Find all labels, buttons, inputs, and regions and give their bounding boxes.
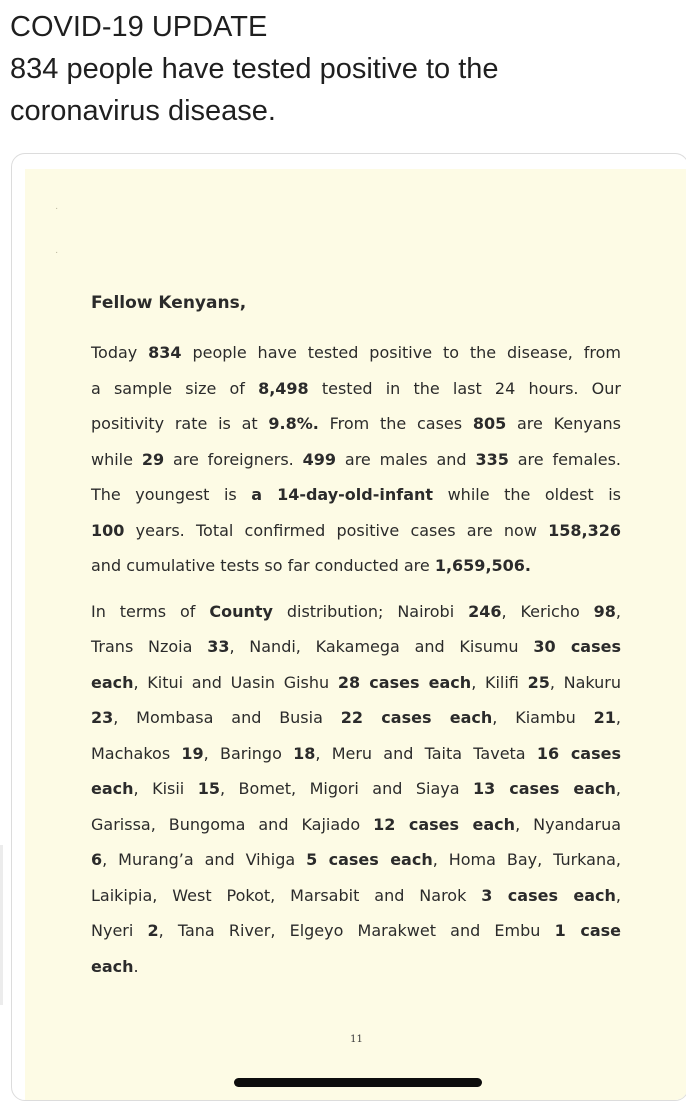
bold-figure: 22 cases each	[340, 708, 493, 727]
bold-figure: a 14-day-old-infant	[251, 485, 434, 504]
text-run: while	[91, 449, 142, 469]
text-run: , Kiambu	[492, 708, 594, 727]
bold-figure: 19	[181, 743, 204, 763]
bold-figure: each	[91, 672, 134, 692]
post-line-2: 834 people have tested positive to the	[10, 53, 499, 85]
text-run: and cumulative tests so far conducted are	[91, 556, 435, 575]
text-run: Today	[91, 343, 149, 362]
home-indicator[interactable]	[234, 1078, 482, 1087]
bold-figure: 15	[197, 779, 220, 798]
text-run: a sample size of	[91, 378, 259, 398]
post-title: COVID-19 UPDATE	[10, 11, 268, 43]
text-run: , Mombasa and Busia	[113, 708, 341, 727]
text-line	[91, 949, 621, 985]
text-run: .	[133, 956, 139, 976]
text-run: , Homa Bay, Turkana,	[432, 850, 621, 869]
attached-image-card[interactable]	[11, 153, 686, 1101]
text-run: , Murang’a and Vihiga	[102, 850, 307, 869]
post-text	[10, 6, 670, 132]
bold-figure: 8,498	[258, 378, 309, 398]
text-line	[91, 842, 621, 878]
bold-figure: 5 cases each	[306, 850, 433, 869]
text-run: Garissa, Bungoma and Kajiado	[91, 814, 374, 834]
post-line-3: coronavirus disease.	[10, 95, 276, 127]
text-run: , Kilifi	[471, 672, 528, 692]
text-line	[91, 629, 621, 665]
bold-figure: each	[91, 956, 134, 976]
paragraph-county-distribution	[91, 594, 621, 985]
text-run: , Kericho	[501, 601, 594, 621]
text-run: , Meru and Taita Taveta	[315, 743, 537, 763]
text-run: Laikipia, West Pokot, Marsabit and Narok	[91, 885, 482, 905]
text-line	[91, 406, 621, 442]
text-run: , Baringo	[203, 743, 294, 763]
text-run: Nyeri	[91, 921, 148, 940]
greeting: Fellow Kenyans,	[91, 293, 247, 313]
text-run: From the cases	[318, 414, 473, 433]
bold-figure: 21	[593, 708, 616, 727]
text-line	[91, 477, 621, 513]
text-run: ,	[615, 779, 621, 798]
bold-figure: 834	[148, 343, 182, 362]
text-line	[91, 665, 621, 701]
text-run: ,	[615, 708, 622, 727]
bold-figure: 246	[468, 601, 502, 621]
bold-figure: 23	[91, 708, 114, 727]
bold-figure: 12 cases each	[373, 814, 516, 834]
paragraph-cases-summary	[91, 335, 621, 584]
bold-figure: 158,326	[548, 520, 621, 540]
adjacent-card-edge	[0, 845, 3, 1005]
bold-figure: 1 case	[554, 921, 622, 940]
text-run: In terms of	[91, 601, 210, 621]
page-number: 11	[350, 1034, 363, 1045]
text-line	[91, 878, 621, 914]
bold-figure: 33	[207, 637, 230, 656]
text-line	[91, 771, 621, 807]
text-run: ,	[615, 601, 622, 621]
text-run: , Nandi, Kakamega and Kisumu	[229, 637, 534, 656]
text-run: are males and	[336, 449, 476, 469]
bold-figure: 30 cases	[533, 637, 622, 656]
text-run: Trans Nzoia	[91, 637, 208, 656]
text-line	[91, 700, 621, 736]
text-run: Machakos	[91, 743, 182, 763]
bold-figure: 1,659,506.	[434, 556, 531, 575]
text-run: years. Total confirmed positive cases are now	[124, 520, 549, 540]
text-line	[91, 371, 621, 407]
bold-figure: 13 cases each	[473, 779, 616, 798]
bold-figure: 335	[475, 449, 509, 469]
text-run: while the oldest is	[433, 485, 622, 504]
bold-figure: 28 cases each	[337, 672, 472, 692]
text-line	[91, 913, 621, 949]
text-run: positivity rate is at	[91, 414, 269, 433]
bold-figure: 6	[91, 850, 103, 869]
text-run: , Kisii	[133, 779, 198, 798]
bold-figure: 100	[91, 520, 125, 540]
bold-figure: 2	[147, 921, 159, 940]
press-statement-page	[25, 169, 686, 1100]
text-run: are foreigners.	[164, 449, 303, 469]
bold-figure: 499	[302, 449, 337, 469]
bold-figure: 29	[141, 449, 165, 469]
text-line	[91, 736, 621, 772]
bold-figure: each	[91, 779, 134, 798]
text-run: ,	[615, 885, 621, 905]
bold-figure: 9.8%.	[268, 414, 319, 433]
text-run: , Kitui and Uasin Gishu	[133, 672, 338, 692]
text-run: tested in the last 24 hours. Our	[308, 378, 621, 398]
text-line	[91, 807, 621, 843]
text-run: , Tana River, Elgeyo Marakwet and Embu	[158, 921, 555, 940]
bold-figure: 16 cases	[536, 743, 621, 763]
text-run: are Kenyans	[506, 414, 621, 433]
text-line	[91, 548, 621, 584]
bold-figure: County	[209, 601, 273, 621]
text-run: , Nyandarua	[515, 814, 622, 834]
bold-figure: 18	[293, 743, 316, 763]
bold-figure: 98	[593, 601, 616, 621]
bold-figure: 25	[527, 672, 550, 692]
text-run: distribution; Nairobi	[272, 601, 469, 621]
text-run: , Nakuru	[549, 672, 622, 692]
text-run: , Bomet, Migori and Siaya	[220, 779, 474, 798]
bold-figure: 3 cases each	[481, 885, 616, 905]
text-line	[91, 442, 621, 478]
text-run: are females.	[508, 449, 622, 469]
text-line	[91, 513, 621, 549]
bold-figure: 805	[472, 414, 507, 433]
text-line	[91, 335, 621, 371]
text-line	[91, 594, 621, 630]
statement-body	[91, 291, 621, 984]
scan-marks: · ·	[55, 203, 59, 258]
text-run: people have tested positive to the disease, from	[181, 343, 621, 362]
text-run: The youngest is	[91, 485, 252, 504]
